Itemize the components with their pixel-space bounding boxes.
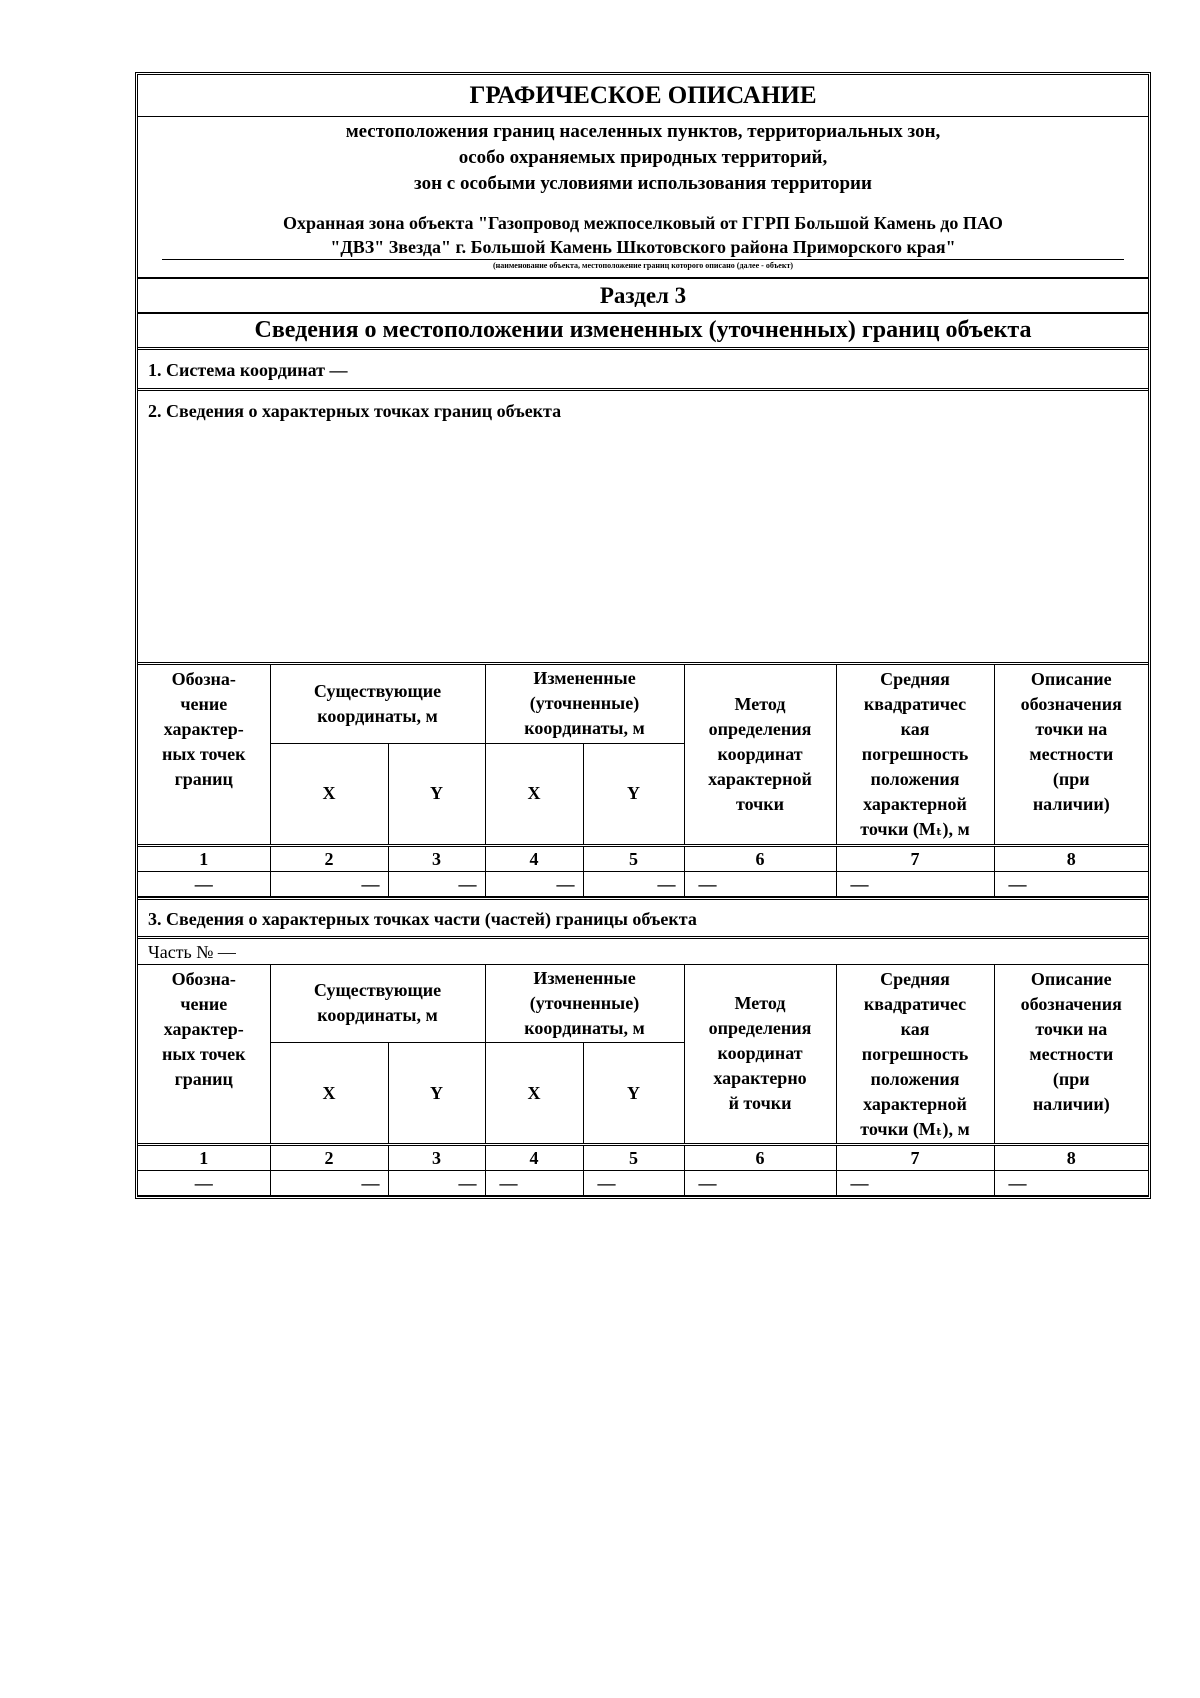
column-number: 5 [583, 845, 684, 871]
table-cell: — [994, 1171, 1148, 1196]
header-method [684, 665, 836, 845]
header-line: точки на [1035, 719, 1108, 739]
header-line: местности [1029, 1043, 1114, 1064]
header-line: точки [735, 793, 785, 814]
header-error [836, 665, 994, 845]
header-line: Метод [734, 993, 786, 1014]
column-number: 6 [684, 845, 836, 871]
header-line: определения [708, 1018, 812, 1039]
table-cell: — [583, 1171, 684, 1196]
header-line: координаты, м [317, 1005, 438, 1026]
header-line: (при [1052, 1068, 1090, 1089]
header-line: ных точек [161, 1043, 246, 1064]
subtitle-line: местоположения границ населенных пунктов, территориальных зон, [345, 121, 941, 142]
header-line: положения [870, 769, 960, 789]
table-cell: — [388, 871, 485, 896]
header-method [684, 965, 836, 1145]
header-line: границ [174, 769, 233, 789]
object-name-line: Охранная зона объекта "Газопровод межпоселковый от ГГРП Большой Камень до ПАО [283, 213, 1003, 233]
header-line: кая [900, 1018, 930, 1039]
header-y: Y [388, 743, 485, 845]
header-x: X [485, 743, 583, 845]
part-points-table [138, 965, 1148, 1197]
header-changed-coordinates [485, 665, 684, 743]
header-line: Средняя [880, 669, 950, 689]
header-line: границ [174, 1068, 233, 1089]
header-existing-coordinates [270, 665, 485, 743]
header-line: координат [717, 1043, 803, 1064]
header-line: точки (Mₜ), м [860, 1118, 970, 1139]
header-line: местности [1029, 744, 1114, 764]
header-line: Описание [1030, 669, 1112, 689]
header-line: погрешность [861, 1043, 969, 1064]
column-number: 4 [485, 1145, 583, 1171]
header-line: погрешность [861, 744, 969, 764]
table-cell: — [836, 1171, 994, 1196]
column-number: 1 [138, 1145, 270, 1171]
header-y: Y [583, 1043, 684, 1145]
table-cell: — [485, 1171, 583, 1196]
header-line: точки (Mₜ), м [860, 819, 970, 839]
table-cell: — [270, 871, 388, 896]
header-existing-coordinates [270, 965, 485, 1043]
header-description [994, 965, 1148, 1145]
part-number: Часть № — [138, 939, 1148, 965]
header-line: Измененные [533, 668, 636, 689]
header-line: определения [708, 718, 812, 739]
header-line: Измененные [533, 967, 636, 988]
header-y: Y [388, 1043, 485, 1145]
header-designation [138, 665, 270, 845]
column-number: 5 [583, 1145, 684, 1171]
table-cell: — [138, 1171, 270, 1196]
header-line: характерной [863, 794, 967, 814]
header-line: (уточненные) [529, 992, 640, 1013]
header-line: характерной [708, 768, 812, 789]
header-line: положения [870, 1068, 960, 1089]
header-line: й точки [728, 1093, 792, 1114]
header-line: квадратичес [863, 993, 967, 1014]
header-line: кая [900, 719, 930, 739]
header-line: чение [180, 694, 228, 714]
column-number: 8 [994, 1145, 1148, 1171]
header-x: X [485, 1043, 583, 1145]
boundary-points-table [138, 665, 1148, 897]
table-cell: — [485, 871, 583, 896]
column-number: 4 [485, 845, 583, 871]
header-line: характерной [863, 1093, 967, 1114]
header-line: (при [1052, 769, 1090, 789]
column-number: 7 [836, 1145, 994, 1171]
column-number: 6 [684, 1145, 836, 1171]
column-number: 2 [270, 1145, 388, 1171]
header-line: (уточненные) [529, 693, 640, 714]
subtitle-line: особо охраняемых природных территорий, [458, 147, 828, 168]
header-line: Средняя [880, 968, 950, 989]
object-caption: (наименование объекта, местоположение границ которого описано (далее - объект) [492, 261, 794, 270]
column-number: 1 [138, 845, 270, 871]
header-x: X [270, 1043, 388, 1145]
coordinate-system-item: 1. Система координат — [138, 350, 1148, 391]
subtitle [138, 117, 1148, 197]
section-number: Раздел 3 [138, 277, 1148, 312]
table-row [138, 1171, 1148, 1196]
section-title: Сведения о местоположении измененных (уточненных) границ объекта [138, 312, 1148, 350]
header-line: координаты, м [317, 705, 438, 726]
header-description [994, 665, 1148, 845]
header-line: Описание [1030, 968, 1112, 989]
object-name-line: "ДВЗ" Звезда" г. Большой Камень Шкотовского района Приморского края" [330, 237, 956, 257]
header-designation [138, 965, 270, 1145]
header-line: обозначения [1020, 993, 1122, 1014]
header-line: характер- [163, 1018, 244, 1039]
header-line: обозначения [1020, 694, 1122, 714]
header-line: Обозна- [171, 669, 236, 689]
header-line: квадратичес [863, 694, 967, 714]
header-line: характер- [163, 719, 244, 739]
table-cell: — [138, 871, 270, 896]
table-cell: — [836, 871, 994, 896]
header-line: координат [717, 743, 803, 764]
header-line: ных точек [161, 744, 246, 764]
table-cell: — [994, 871, 1148, 896]
table-cell: — [270, 1171, 388, 1196]
graphic-description-form [135, 72, 1151, 1199]
header-line: характерно [713, 1068, 807, 1089]
header-line: координаты, м [524, 1017, 645, 1038]
header-changed-coordinates [485, 965, 684, 1043]
header-line: чение [180, 993, 228, 1014]
header-error [836, 965, 994, 1145]
table-cell: — [684, 1171, 836, 1196]
object-name [162, 211, 1124, 259]
part-points-item: 3. Сведения о характерных точках части (частей) границы объекта [138, 900, 1148, 939]
column-number: 8 [994, 845, 1148, 871]
header-line: Метод [734, 693, 786, 714]
header-line: наличии) [1032, 794, 1110, 814]
table-cell: — [684, 871, 836, 896]
table-row [138, 871, 1148, 896]
header-line: Обозна- [171, 968, 236, 989]
table-cell: — [388, 1171, 485, 1196]
header-line: точки на [1035, 1018, 1108, 1039]
header-line: Существующие [313, 980, 442, 1001]
column-number: 7 [836, 845, 994, 871]
header-line: наличии) [1032, 1093, 1110, 1114]
subtitle-line: зон с особыми условиями использования территории [414, 173, 872, 194]
header-line: координаты, м [524, 718, 645, 739]
header-line: Существующие [313, 680, 442, 701]
column-number: 2 [270, 845, 388, 871]
column-number: 3 [388, 1145, 485, 1171]
header-y: Y [583, 743, 684, 845]
table-cell: — [583, 871, 684, 896]
column-number: 3 [388, 845, 485, 871]
page-title: ГРАФИЧЕСКОЕ ОПИСАНИЕ [138, 75, 1148, 117]
boundary-points-item: 2. Сведения о характерных точках границ объекта [138, 391, 1148, 665]
header-x: X [270, 743, 388, 845]
